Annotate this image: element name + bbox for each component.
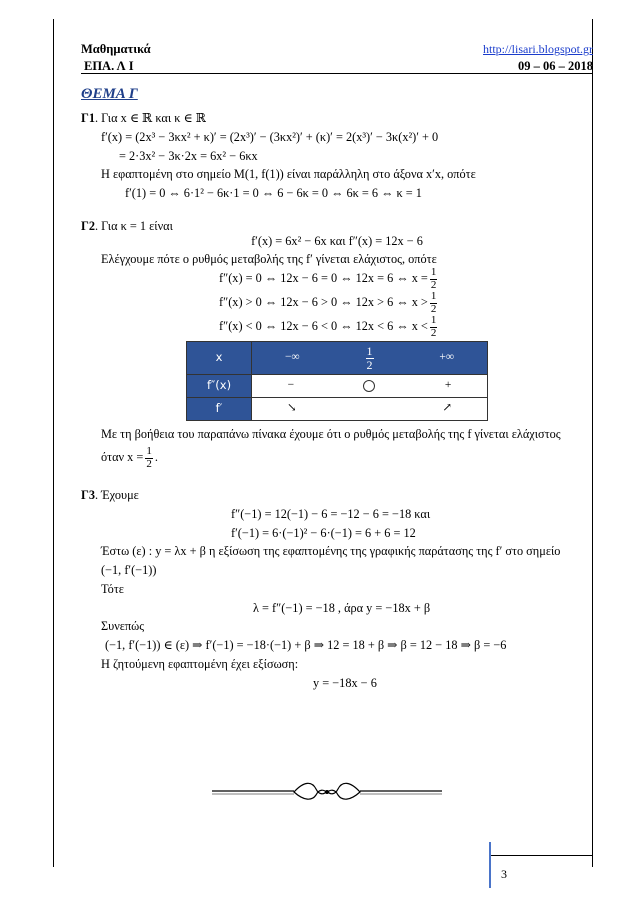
sign-minus: −: [287, 379, 295, 392]
g3-text1: Έστω (ε) : y = λx + β η εξίσωση της εφαπτομένης της γραφικής παράτασης της f′ στο σημείο: [101, 544, 561, 559]
g3-text4: Η ζητούμενη εφαπτομένη έχει εξίσωση:: [101, 656, 299, 671]
g2-eq4: f″(x) < 0 ⇔ 12x − 6 < 0 ⇔ 12x < 6 ⇔ x < $\frac{1}{2}$: [219, 314, 437, 339]
decorative-divider-icon: [212, 779, 442, 805]
fraction: $\frac{1}{2}$: [430, 314, 437, 339]
plus-infinity: +∞: [439, 351, 455, 364]
page-number-box: [489, 842, 513, 888]
sign-table-wrapper: [81, 341, 593, 421]
g2-eq3: f″(x) > 0 ⇔ 12x − 6 > 0 ⇔ 12x > 6 ⇔ x > $\frac{1}{2}$: [219, 290, 437, 315]
g1-eq3: f′(1) = 0 ⇔ 6·1² − 6κ·1 = 0 ⇔ 6 − 6κ = 0 ⇔ 6κ = 6 ⇔ κ = 1: [125, 186, 422, 200]
g2-text: Ελέγχουμε πότε ο ρυθμός μεταβολής της f′ γίνεται ελάχιστος, οπότε: [101, 252, 437, 267]
increasing-arrow-icon: ↗: [442, 402, 453, 415]
decreasing-arrow-icon: ↘: [286, 402, 297, 415]
g1-eq2: = 2·3x² − 3κ·2x = 6x² − 6κx: [119, 148, 258, 163]
section-title: ΘΕΜΑ Γ: [81, 86, 138, 102]
table-head-fpp: f″(x): [187, 375, 252, 398]
g2-eq1: f′(x) = 6x² − 6x και f″(x) = 12x − 6: [251, 233, 423, 248]
g1-eq1: f′(x) = (2x³ − 3κx² + κ)′ = (2x³)′ − (3κx²)′ + (κ)′ = 2(x³)′ − 3κ(x²)′ + 0: [101, 129, 439, 144]
g3-text2: Τότε: [101, 581, 124, 596]
class-label: ΕΠΑ. Λ Ι: [84, 59, 134, 73]
fraction: $\frac{1}{2}$: [430, 266, 437, 291]
table-head-x: x: [187, 342, 252, 375]
page-header: [81, 40, 593, 74]
minus-infinity: −∞: [284, 351, 300, 364]
blog-link[interactable]: http://lisari.blogspot.gr: [483, 42, 593, 56]
document-body: [81, 82, 593, 690]
fraction: $\frac{1}{2}$: [430, 290, 437, 315]
g2-eq2: f″(x) = 0 ⇔ 12x − 6 = 0 ⇔ 12x = 6 ⇔ x = $\frac{1}{2}$: [219, 266, 437, 291]
subject-label: Μαθηματικά: [81, 42, 151, 56]
g2-conclusion: Με τη βοήθεια του παραπάνω πίνακα έχουμε ότι ο ρυθμός μεταβολής της f γίνεται ελάχιστος: [101, 427, 561, 442]
critical-point: $\frac{1}{2}$: [366, 344, 373, 372]
g1-text: Η εφαπτομένη στο σημείο M(1, f(1)) είναι παράλληλη στο άξονα x′x, οπότε: [101, 167, 476, 182]
exam-date: 09 – 06 – 2018: [518, 59, 593, 73]
g3-eq4: (−1, f′(−1)) ∈ (ε) ⇒ f′(−1) = −18·(−1) + β ⇒ 12 = 18 + β ⇒ β = 12 − 18 ⇒ β = −6: [105, 638, 507, 653]
fraction: $\frac{1}{2}$: [146, 445, 152, 470]
table-head-fp: f′: [187, 398, 252, 421]
sign-table: [186, 341, 488, 421]
g2-conclusion-end: όταν x = $\frac{1}{2}$ .: [101, 445, 158, 470]
g3-text1b: (−1, f′(−1)): [101, 563, 157, 578]
g1-intro: Γ1. Για x ∈ ℝ και κ ∈ ℝ: [81, 111, 206, 125]
g3-eq3: λ = f″(−1) = −18 , άρα y = −18x + β: [253, 600, 431, 615]
g3-eq5: y = −18x − 6: [313, 675, 377, 690]
table-row-fpp: [252, 375, 488, 398]
header-rule: [81, 73, 593, 74]
table-row-fp: [252, 398, 488, 421]
g3-text3: Συνεπώς: [101, 619, 145, 634]
g2-intro: Γ2. Για κ = 1 είναι: [81, 218, 173, 233]
page-number: 3: [501, 867, 507, 881]
g3-eq2: f′(−1) = 6·(−1)² − 6·(−1) = 6 + 6 = 12: [231, 525, 416, 540]
sign-plus: +: [444, 379, 452, 392]
table-row-x: [252, 342, 488, 375]
g3-intro: Γ3. Έχουμε: [81, 488, 139, 503]
g3-eq1: f″(−1) = 12(−1) − 6 = −12 − 6 = −18 και: [231, 506, 431, 521]
zero-circle-icon: [363, 380, 375, 392]
